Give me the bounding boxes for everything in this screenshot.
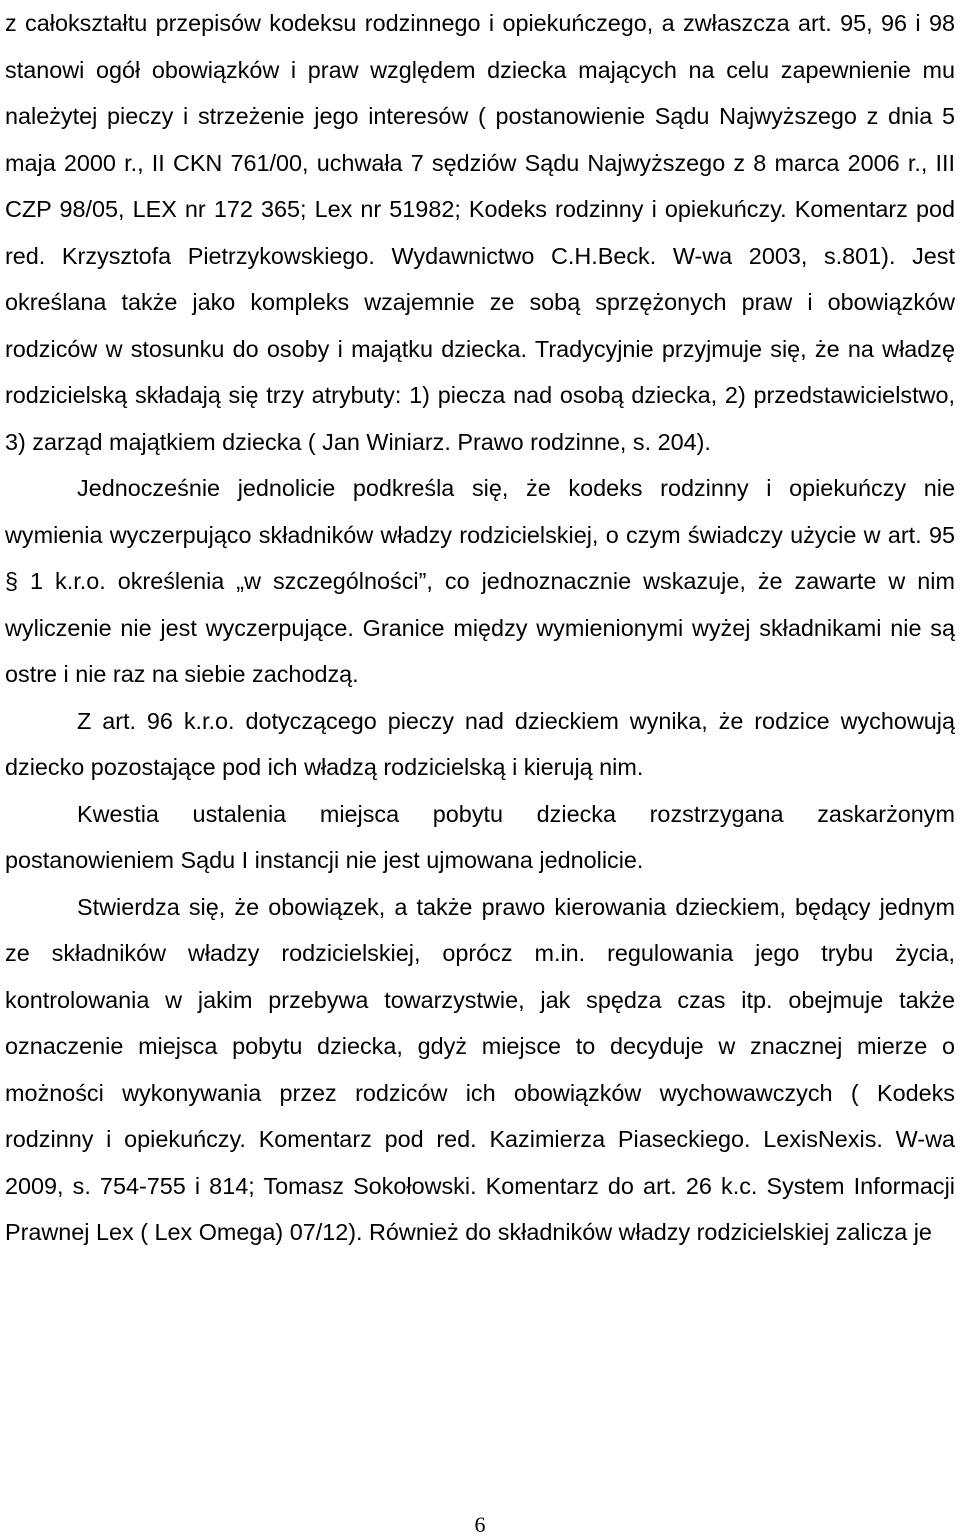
paragraph-2: Jednocześnie jednolicie podkreśla się, że kodeks rodzinny i opiekuńczy nie wymienia wyczerpująco składników władzy rodzicielskiej, o czym świadczy użycie w art. 95 § 1 k.r.o. określenia „w szczególności”, co jednoznacznie wskazuje, że zawarte w nim wyliczenie nie jest wyczerpujące. Granice między wymienionymi wyżej składnikami nie są ostre i nie raz na siebie zachodzą. (5, 475, 955, 687)
document-body (5, 0, 955, 1256)
document-page (5, 0, 955, 1537)
page-number: 6 (474, 1512, 486, 1537)
paragraph-1: z całokształtu przepisów kodeksu rodzinnego i opiekuńczego, a zwłaszcza art. 95, 96 i 98 stanowi ogół obowiązków i praw względem dziecka mających na celu zapewnienie mu należytej pieczy i strzeżenie jego interesów ( postanowienie Sądu Najwyższego z dnia 5 maja 2000 r., II CKN 761/00, uchwała 7 sędziów Sądu Najwyższego z 8 marca 2006 r., III CZP 98/05, LEX nr 172 365; Lex nr 51982; Kodeks rodzinny i opiekuńczy. Komentarz pod red. Krzysztofa Pietrzykowskiego. Wydawnictwo C.H.Beck. W-wa 2003, s.801). Jest określana także jako kompleks wzajemnie ze sobą sprzężonych praw i obowiązków rodziców w stosunku do osoby i majątku dziecka. Tradycyjnie przyjmuje się, że na władzę rodzicielską składają się trzy atrybuty: 1) piecza nad osobą dziecka, 2) przedstawicielstwo, 3) zarząd majątkiem dziecka ( Jan Winiarz. Prawo rodzinne, s. 204). (5, 10, 955, 455)
paragraph-5: Stwierdza się, że obowiązek, a także prawo kierowania dzieckiem, będący jednym ze składników władzy rodzicielskiej, oprócz m.in. regulowania jego trybu życia, kontrolowania w jakim przebywa towarzystwie, jak spędza czas itp. obejmuje także oznaczenie miejsca pobytu dziecka, gdyż miejsce to decyduje w znacznej mierze o możności wykonywania przez rodziców ich obowiązków wychowawczych ( Kodeks rodzinny i opiekuńczy. Komentarz pod red. Kazimierza Piaseckiego. LexisNexis. W-wa 2009, s. 754-755 i 814; Tomasz Sokołowski. Komentarz do art. 26 k.c. System Informacji Prawnej Lex ( Lex Omega) 07/12). Również do składników władzy rodzicielskiej zalicza je (5, 893, 955, 1245)
paragraph-3: Z art. 96 k.r.o. dotyczącego pieczy nad dzieckiem wynika, że rodzice wychowują dziecko pozostające pod ich władzą rodzicielską i kierują nim. (5, 707, 955, 780)
paragraph-4: Kwestia ustalenia miejsca pobytu dziecka rozstrzygana zaskarżonym postanowieniem Sądu I instancji nie jest ujmowana jednolicie. (5, 800, 955, 873)
